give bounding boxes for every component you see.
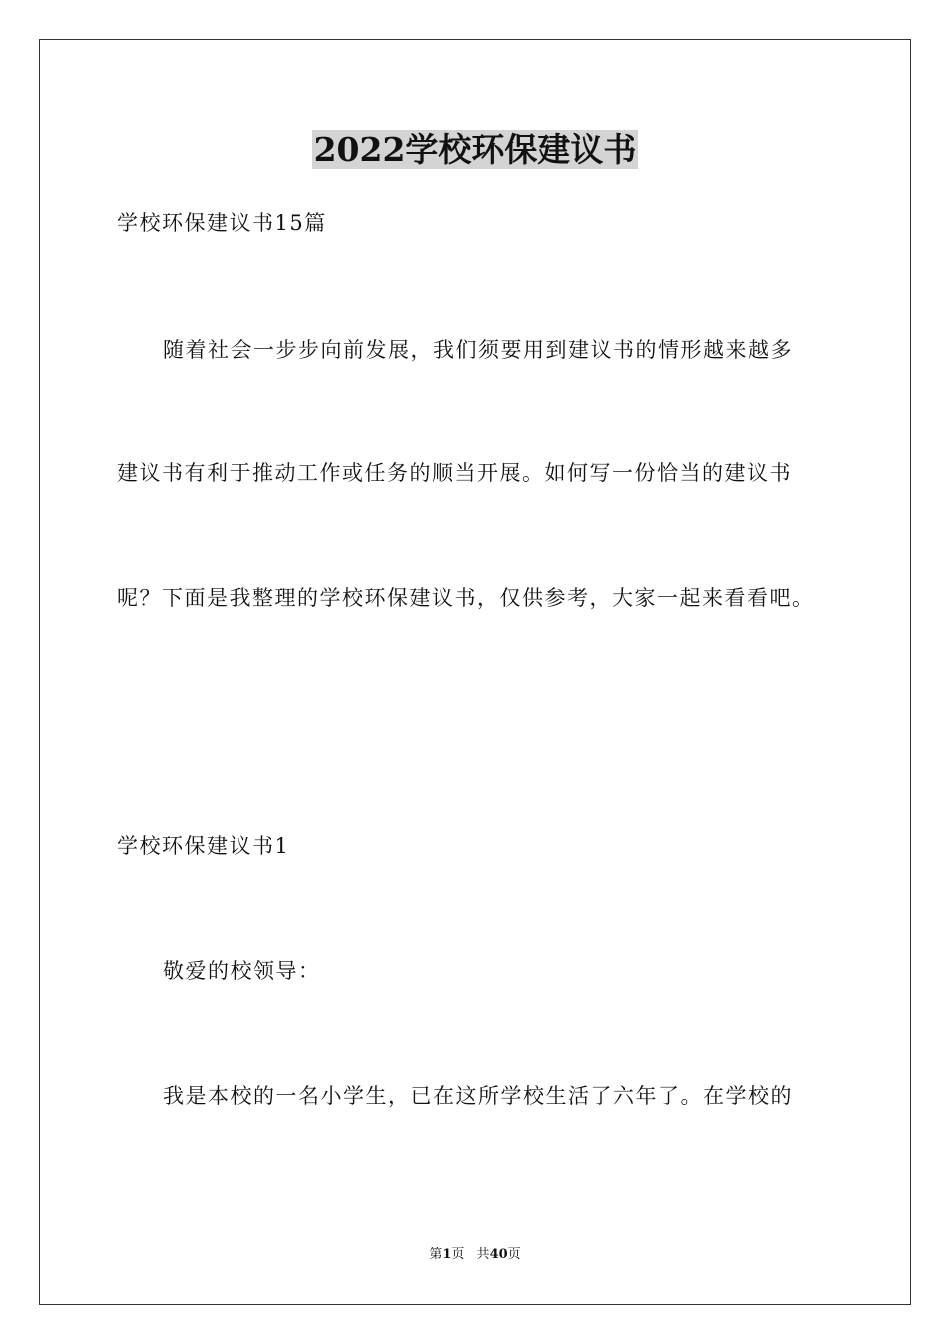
intro-line-3: 呢？下面是我整理的学校环保建议书，仅供参考，大家一起来看看吧。	[117, 586, 815, 610]
section-heading: 学校环保建议书1	[117, 834, 290, 858]
body-line: 我是本校的一名小学生，已在这所学校生活了六年了。在学校的	[163, 1084, 793, 1108]
intro-line-2: 建议书有利于推动工作或任务的顺当开展。如何写一份恰当的建议书	[117, 461, 792, 485]
page-indicator: 第1页	[429, 1247, 465, 1262]
salutation: 敬爱的校领导：	[163, 959, 321, 983]
document-title	[0, 128, 950, 172]
document-title-text: 2022学校环保建议书	[313, 130, 637, 169]
page-footer	[0, 1246, 950, 1264]
document-subtitle: 学校环保建议书15篇	[117, 211, 327, 235]
total-pages-indicator: 共40页	[476, 1247, 521, 1262]
intro-line-1: 随着社会一步步向前发展，我们须要用到建议书的情形越来越多	[163, 338, 793, 362]
